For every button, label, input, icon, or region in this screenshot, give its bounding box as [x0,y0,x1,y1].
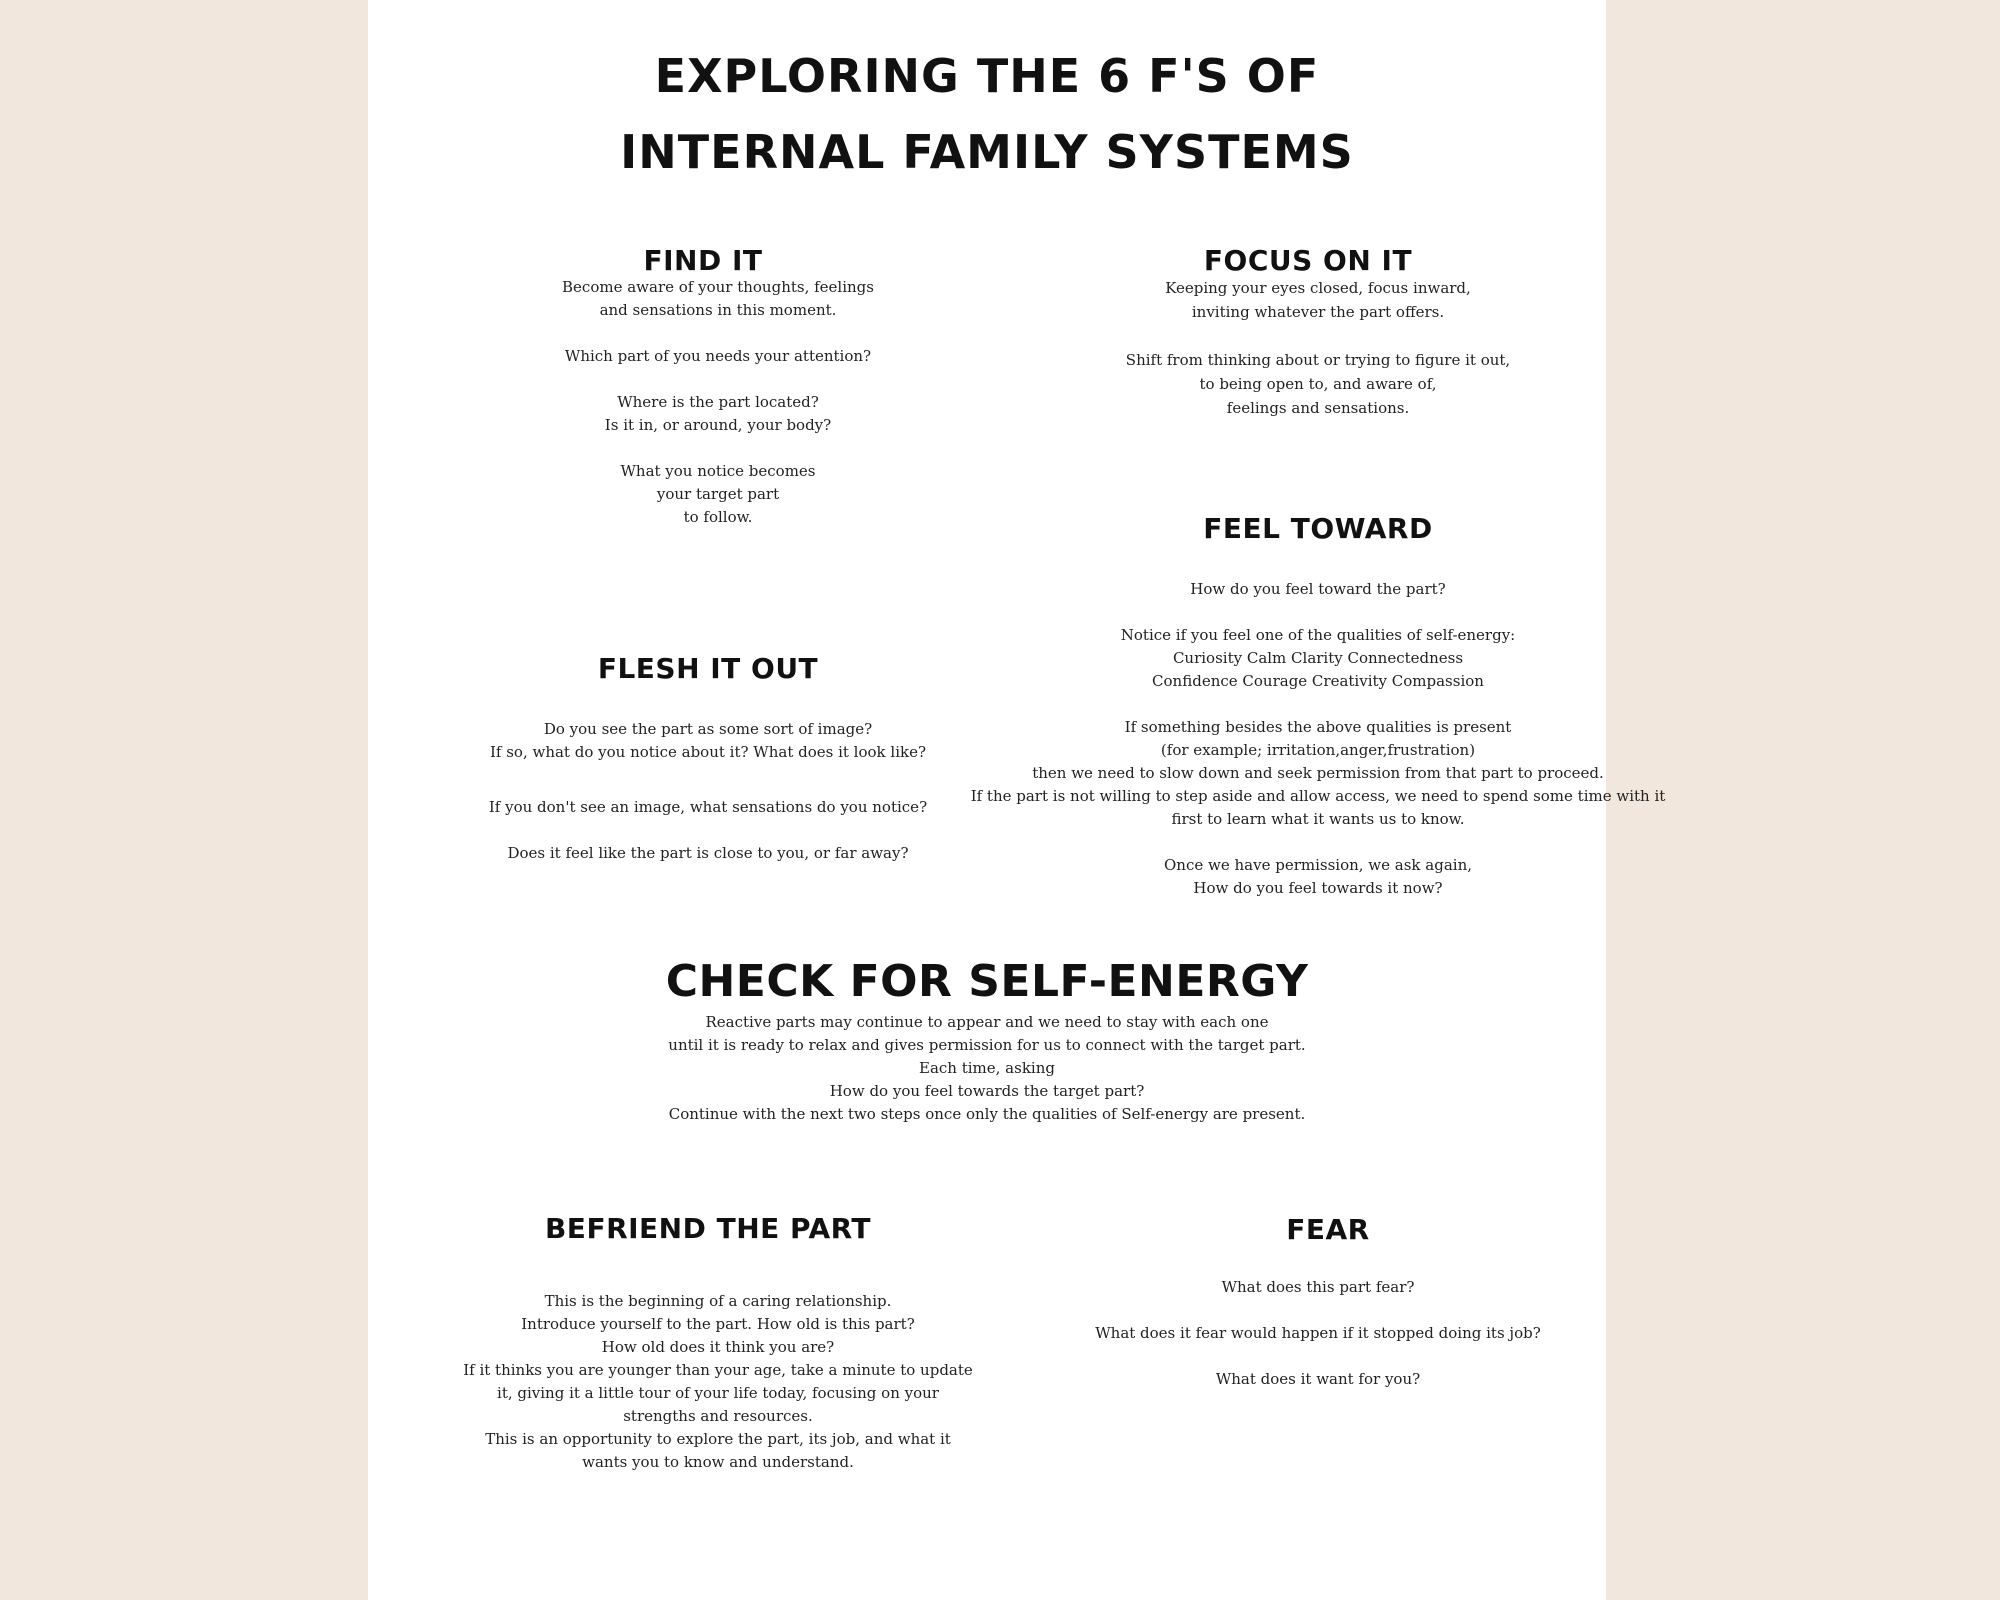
check-self-energy-heading: CHECK FOR SELF-ENERGY [665,956,1309,1007]
text-line: Become aware of your thoughts, feelings [562,278,874,296]
self-energy-qualities-line-2: Confidence Courage Creativity Compassion [1152,672,1484,690]
text-line: strengths and resources. [623,1407,813,1425]
text-line: How old does it think you are? [601,1338,835,1356]
text-line: your target part [656,485,780,503]
text-line: How do you feel towards the target part? [829,1082,1145,1100]
flesh-it-out-heading: FLESH IT OUT [597,652,819,685]
text-line: feelings and sensations. [1226,399,1410,417]
section-check-self-energy [637,954,1337,1126]
flesh-it-out-body [428,718,988,865]
text-line: (for example; irritation,anger,frustration) [1160,741,1476,759]
section-feel-toward [968,510,1668,900]
text-line: What does it want for you? [1215,1370,1421,1388]
feel-toward-body [968,578,1668,900]
text-line: then we need to slow down and seek permission from that part to proceed. [1032,764,1604,782]
title-line-2: INTERNAL FAMILY SYSTEMS [620,125,1354,179]
text-line: to being open to, and aware of, [1199,375,1437,393]
page-title [368,38,1606,190]
find-it-body [458,276,978,529]
text-line: What does this part fear? [1221,1278,1415,1296]
text-line: How do you feel toward the part? [1190,580,1446,598]
focus-on-it-body [1068,276,1568,420]
text-line: If something besides the above qualities is present [1124,718,1512,736]
text-line: Do you see the part as some sort of image? [543,720,873,738]
fear-body [1048,1276,1588,1391]
text-line: Is it in, or around, your body? [604,416,832,434]
text-line: it, giving it a little tour of your life today, focusing on your [497,1384,939,1402]
text-line: Shift from thinking about or trying to figure it out, [1125,351,1511,369]
text-line: If it thinks you are younger than your age, take a minute to update [463,1361,973,1379]
text-line: Introduce yourself to the part. How old is this part? [521,1315,915,1333]
fear-heading: FEAR [1286,1213,1370,1246]
text-line: wants you to know and understand. [582,1453,854,1471]
text-line: Notice if you feel one of the qualities of self-energy: [1120,626,1516,644]
text-line: Continue with the next two steps once only the qualities of Self-energy are present. [668,1105,1306,1123]
text-line: to follow. [683,508,753,526]
section-befriend [438,1210,998,1474]
text-line: until it is ready to relax and gives permission for us to connect with the target part. [668,1036,1306,1054]
find-it-heading: FIND IT [643,244,763,277]
section-flesh-it-out [428,650,988,865]
text-line: How do you feel towards it now? [1193,879,1443,897]
text-line: If so, what do you notice about it? What does it look like? [489,743,927,761]
worksheet-page [368,0,1666,1600]
befriend-body [438,1290,998,1474]
text-line: This is an opportunity to explore the part, its job, and what it [485,1430,951,1448]
text-line: Reactive parts may continue to appear and we need to stay with each one [705,1013,1269,1031]
text-line: If you don't see an image, what sensations do you notice? [488,798,928,816]
befriend-heading: BEFRIEND THE PART [544,1212,872,1245]
text-line: What you notice becomes [620,462,816,480]
text-line: What does it fear would happen if it stopped doing its job? [1095,1324,1541,1342]
text-line: This is the beginning of a caring relationship. [544,1292,892,1310]
text-line: Which part of you needs your attention? [564,347,872,365]
section-find-it [458,242,978,529]
text-line: Does it feel like the part is close to you, or far away? [507,844,909,862]
text-line: Keeping your eyes closed, focus inward, [1165,279,1471,297]
title-line-1: EXPLORING THE 6 F'S OF [654,49,1320,103]
self-energy-qualities-line-1: Curiosity Calm Clarity Connectedness [1172,649,1464,667]
text-line: inviting whatever the part offers. [1191,303,1445,321]
feel-toward-heading: FEEL TOWARD [1203,512,1433,545]
focus-on-it-heading: FOCUS ON IT [1203,244,1413,277]
text-line: first to learn what it wants us to know. [1171,810,1465,828]
section-focus-on-it [1068,242,1568,420]
text-line: Each time, asking [919,1059,1055,1077]
check-self-energy-body [637,1011,1337,1126]
text-line: Once we have permission, we ask again, [1164,856,1472,874]
text-line: and sensations in this moment. [599,301,837,319]
section-fear [1068,1211,1588,1391]
text-line: If the part is not willing to step aside and allow access, we need to spend some time with it [970,787,1666,805]
text-line: Where is the part located? [617,393,819,411]
